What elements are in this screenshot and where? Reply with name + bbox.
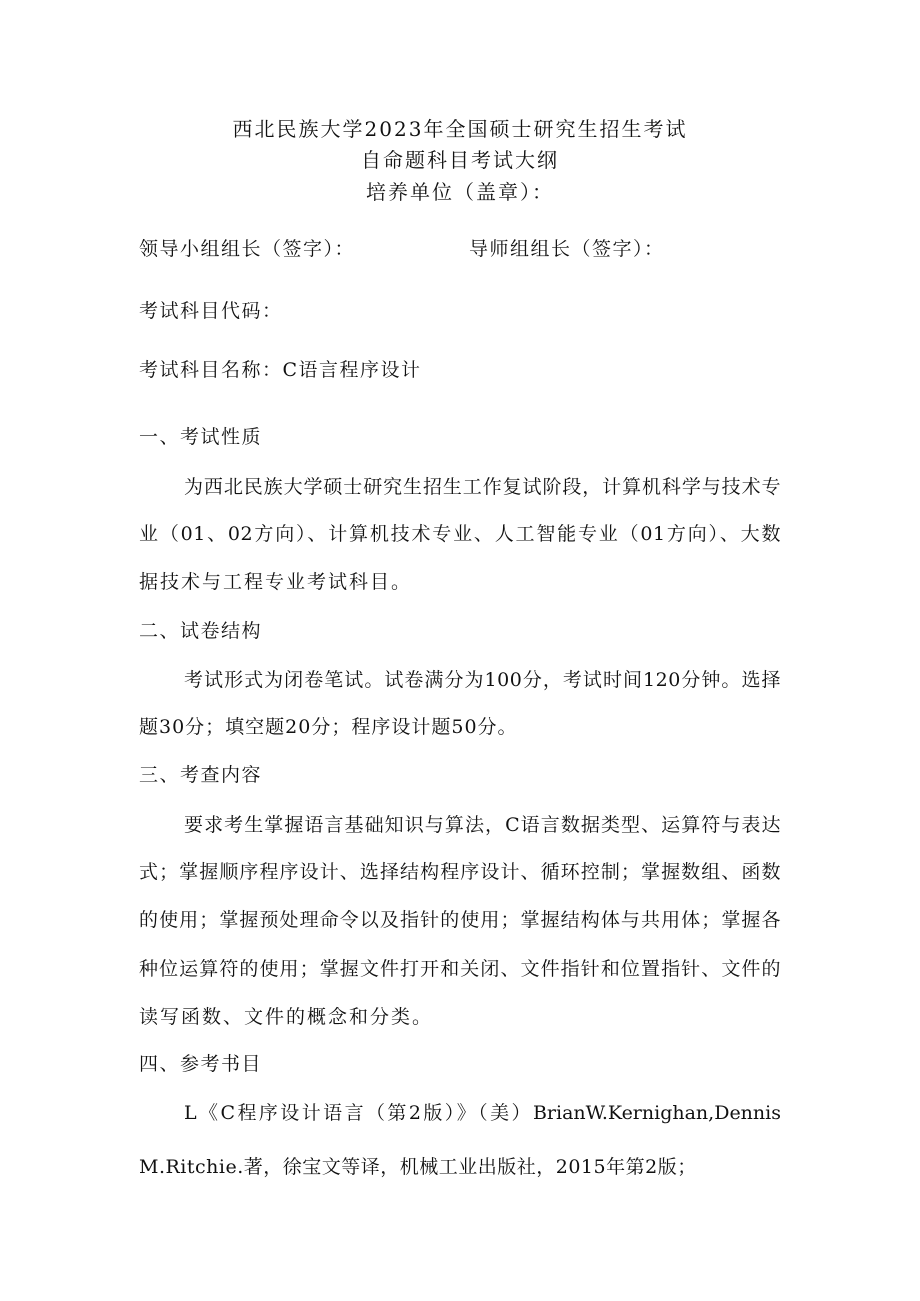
section-heading: 二、试卷结构 [139,620,263,642]
paragraph-line: 据技术与工程专业考试科目。 [139,571,413,593]
exam-code-label: 考试科目代码： [139,300,283,322]
paragraph-line: 要求考生掌握语言基础知识与算法，C语言数据类型、运算符与表达 [184,814,781,836]
section-heading: 一、考试性质 [139,426,263,448]
paragraph-line: 为西北民族大学硕士研究生招生工作复试阶段，计算机科学与技术专 [184,476,781,498]
section-heading: 三、考查内容 [139,764,263,786]
document-subtitle: 自命题科目考试大纲 [361,148,559,172]
leader-signature-label: 领导小组组长（签字）： [139,238,356,260]
reference-line: M.Ritchie.著，徐宝文等译，机械工业出版社，2015年第2版； [139,1156,697,1178]
advisor-signature-label: 导师组组长（签字）： [469,238,665,260]
paragraph-line: 的使用；掌握预处理命令以及指针的使用；掌握结构体与共用体；掌握各 [139,909,781,931]
paragraph-line: 题30分；填空题20分；程序设计题50分。 [139,716,518,738]
paragraph-line: 式；掌握顺序程序设计、选择结构程序设计、循环控制；掌握数组、函数 [139,861,781,883]
reference-line: L《C程序设计语言（第2版）》（美）BrianW.Kernighan,Dennis [184,1102,781,1124]
section-heading: 四、参考书目 [139,1053,263,1075]
document-title: 西北民族大学2023年全国硕士研究生招生考试 [232,117,688,141]
exam-name-label: 考试科目名称：C语言程序设计 [139,359,422,381]
paragraph-line: 考试形式为闭卷笔试。试卷满分为100分，考试时间120分钟。选择 [184,669,781,691]
paragraph-line: 读写函数、文件的概念和分类。 [139,1006,434,1028]
paragraph-line: 种位运算符的使用；掌握文件打开和关闭、文件指针和位置指针、文件的 [139,958,781,980]
paragraph-line: 业（01、02方向）、计算机技术专业、人工智能专业（01方向）、大数 [139,523,781,545]
training-unit-stamp-label: 培养单位（盖章）： [366,180,554,204]
